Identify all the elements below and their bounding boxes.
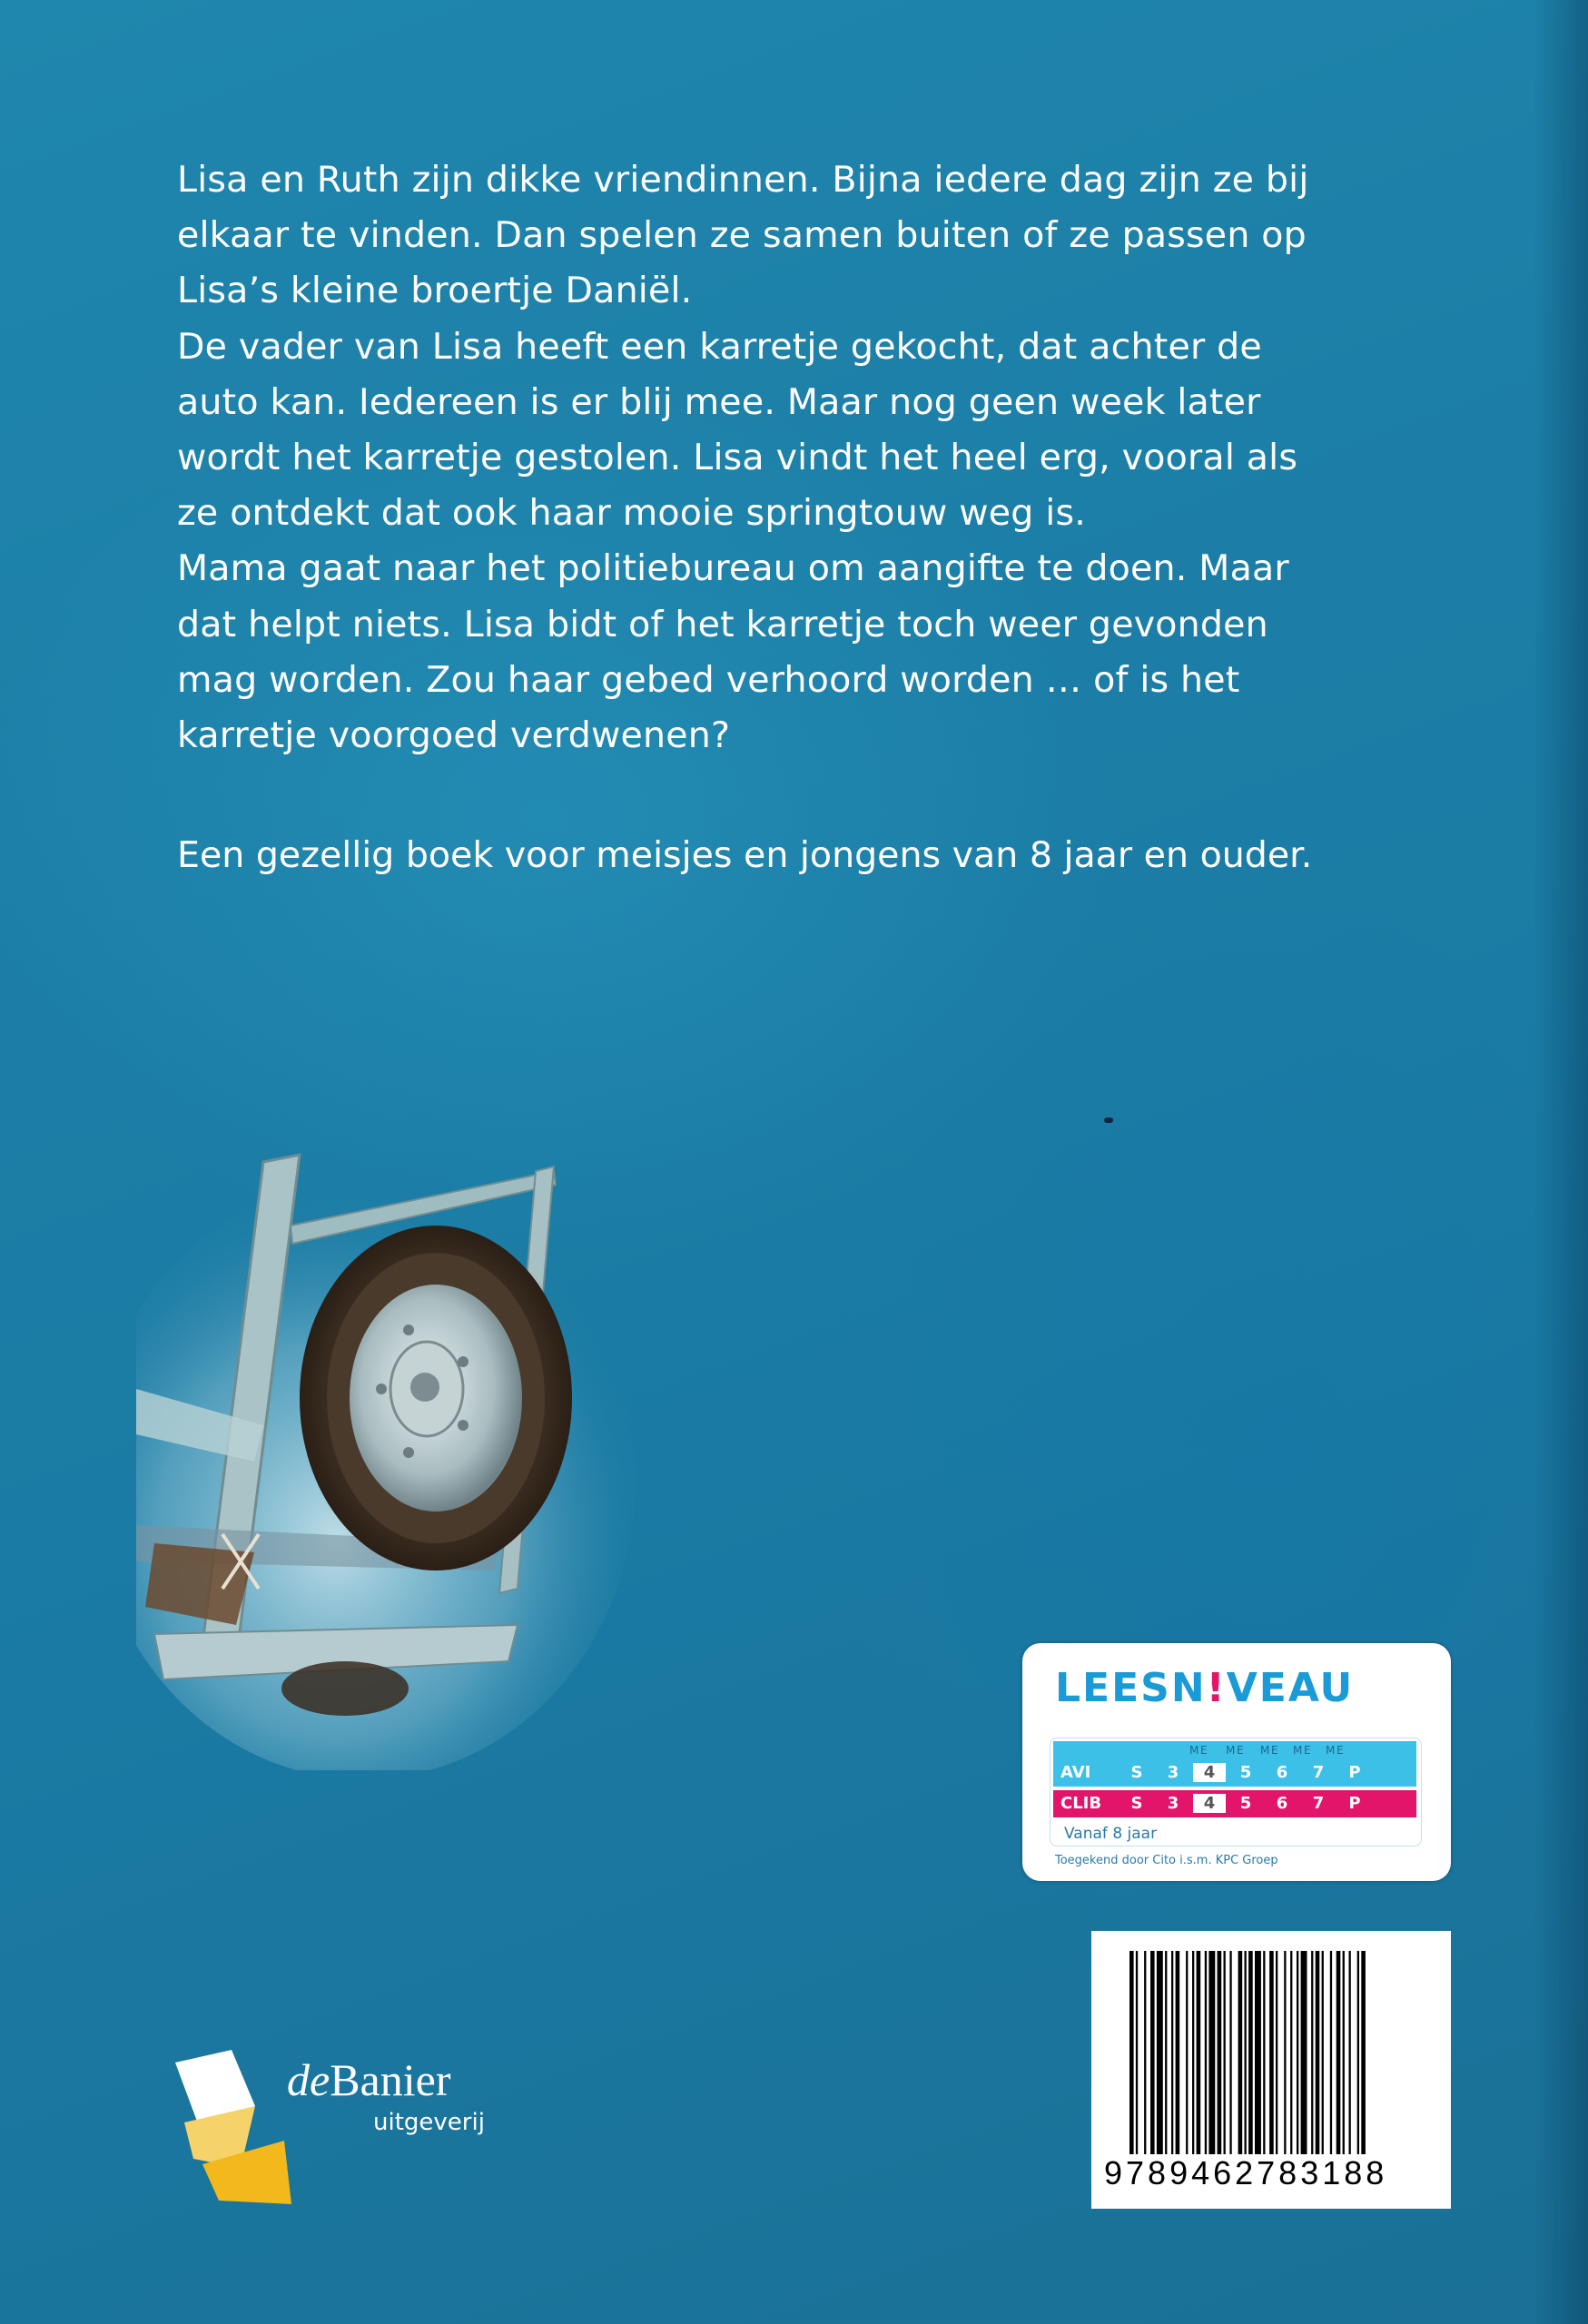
barcode-bar [1208, 1951, 1215, 2154]
badge-title-n: N [1170, 1665, 1207, 1711]
level-mark: M [1293, 1744, 1303, 1757]
barcode-bar [1248, 1951, 1253, 2154]
barcode-bar [1165, 1951, 1167, 2154]
level-mark: E [1200, 1744, 1208, 1757]
barcode-bar [1197, 1951, 1201, 2154]
clib-cell: P [1348, 1794, 1361, 1813]
level-mark: E [1304, 1744, 1311, 1757]
barcode-bar [1284, 1951, 1286, 2154]
barcode-bar [1361, 1951, 1366, 2154]
publisher-subtitle: uitgeverij [373, 2109, 485, 2136]
barcode-bar [1349, 1951, 1351, 2154]
barcode-bar [1218, 1951, 1222, 2154]
barcode-bar [1129, 1951, 1134, 2154]
barcode-bar [1255, 1951, 1261, 2154]
barcode-bar [1186, 1951, 1188, 2154]
level-mark: M [1260, 1744, 1270, 1757]
barcode-bar [1357, 1951, 1359, 2154]
print-speck [1104, 1118, 1113, 1123]
barcode-bar [1269, 1951, 1274, 2154]
barcode-bar [1157, 1951, 1163, 2154]
cover-blurb [177, 153, 1357, 763]
trailer-illustration [136, 1117, 645, 1770]
level-header-row [1053, 1741, 1416, 1759]
clib-cell-selected: 4 [1193, 1794, 1226, 1813]
blurb-paragraph-3: Mama gaat naar het politiebureau om aangifte te doen. Maar dat helpt niets. Lisa bidt of het karretje toch weer gevonden mag worden. Zou haar gebed verhoord worden … of is het karretje voorgoed verdwenen? [177, 547, 1289, 757]
clib-cell: 3 [1167, 1794, 1179, 1813]
barcode-bar [1229, 1951, 1231, 2154]
barcode-bar [1336, 1951, 1341, 2154]
barcode-digits: 9789462783188 [1104, 2154, 1388, 2191]
level-mark: E [1336, 1744, 1344, 1757]
badge-credit: Toegekend door Cito i.s.m. KPC Groep [1055, 1854, 1278, 1867]
avi-cell: 5 [1239, 1763, 1252, 1782]
clib-cell: 6 [1276, 1794, 1288, 1813]
avi-row [1053, 1759, 1416, 1787]
avi-cell: 3 [1167, 1763, 1179, 1782]
badge-title-exclamation: ! [1206, 1665, 1227, 1711]
publisher-name [287, 2053, 450, 2106]
barcode-bar [1205, 1951, 1207, 2154]
barcode-bar [1136, 1951, 1138, 2154]
barcode-bar [1176, 1951, 1180, 2154]
barcode-bar [1343, 1951, 1345, 2154]
age-label: Vanaf [1064, 1825, 1108, 1843]
barcode-bar [1301, 1951, 1307, 2154]
badge-title-veau: VEAU [1226, 1665, 1355, 1711]
clib-cell: 7 [1312, 1794, 1325, 1813]
barcode-bar [1263, 1951, 1265, 2154]
barcode-bar [1311, 1951, 1313, 2154]
barcode-bar [1238, 1951, 1243, 2154]
avi-cell: S [1130, 1763, 1143, 1782]
cover-tagline: Een gezellig boek voor meisjes en jongens van 8 jaar en ouder. [177, 834, 1313, 876]
avi-label: AVI [1060, 1763, 1091, 1782]
barcode-bar [1276, 1951, 1277, 2154]
publisher-name-de: de [287, 2054, 330, 2105]
level-mark: E [1271, 1744, 1278, 1757]
age-indicator [1064, 1825, 1157, 1843]
level-mark: M [1326, 1744, 1336, 1757]
level-mark: E [1237, 1744, 1244, 1757]
barcode-bar [1224, 1951, 1226, 2154]
barcode-bar [1290, 1951, 1292, 2154]
barcode-bar [1322, 1951, 1324, 2154]
blurb-paragraph-2: De vader van Lisa heeft een karretje gekocht, dat achter de auto kan. Iedereen is er blij mee. Maar nog geen week later wordt het karretje gestolen. Lisa vindt het heel erg, vooral als ze ontdekt dat ook haar mooie springtouw weg is. [177, 325, 1298, 535]
barcode-bar [1192, 1951, 1194, 2154]
age-value: 8 jaar [1112, 1825, 1158, 1843]
barcode-bar [1171, 1951, 1173, 2154]
reading-level-badge [1022, 1643, 1451, 1881]
level-mark: M [1189, 1744, 1199, 1757]
clib-cell: S [1130, 1794, 1143, 1813]
isbn-barcode [1091, 1931, 1451, 2209]
clib-row [1053, 1790, 1416, 1817]
clib-label: CLIB [1060, 1794, 1102, 1813]
avi-cell-selected: 4 [1193, 1763, 1226, 1782]
avi-cell: P [1348, 1763, 1361, 1782]
publisher-name-main: Banier [330, 2054, 451, 2105]
barcode-bar [1144, 1951, 1146, 2154]
badge-title [1055, 1665, 1354, 1711]
clib-cell: 5 [1239, 1794, 1252, 1813]
blurb-paragraph-1: Lisa en Ruth zijn dikke vriendinnen. Bijna iedere dag zijn ze bij elkaar te vinden. Dan spelen ze samen buiten of ze passen op Lisa’s kleine broertje Daniël. [177, 159, 1309, 312]
barcode-bar [1297, 1951, 1298, 2154]
avi-cell: 6 [1276, 1763, 1288, 1782]
barcode-bars [1129, 1951, 1438, 2154]
barcode-bar [1316, 1951, 1320, 2154]
barcode-bar [1245, 1951, 1247, 2154]
avi-cell: 7 [1312, 1763, 1325, 1782]
cover-edge-shadow [1534, 0, 1588, 2324]
barcode-bar [1330, 1951, 1332, 2154]
barcode-bar [1150, 1951, 1155, 2154]
badge-title-lees: LEES [1055, 1665, 1171, 1711]
level-mark: M [1226, 1744, 1236, 1757]
